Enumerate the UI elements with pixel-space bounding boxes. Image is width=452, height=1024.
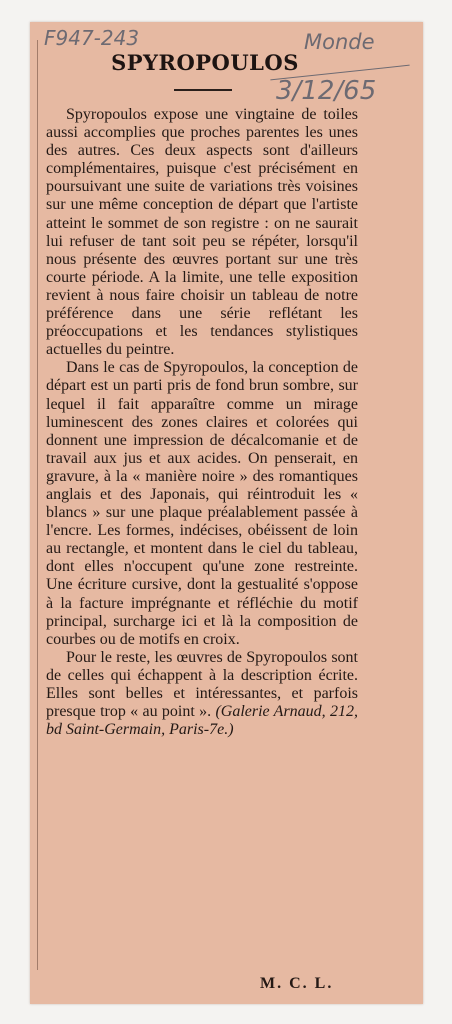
gallery-credit: (Galerie Arnaud, 212, bd Saint-Germain, Paris-7e.): [46, 703, 359, 739]
title-divider: [174, 89, 232, 91]
paragraph-3: [46, 649, 358, 739]
paragraph-2: Dans le cas de Spyropoulos, la conception de départ est un parti pris de fond brun sombre, sur lequel il fait apparaître comme un mirage luminescent des zones claires et colorées qui donnent une impression de décalcomanie et de travail aux jus et aux acides. On penserait, en gravure, à la « manière noire » des romantiques anglais et des Japonais, qui réintroduit les « blancs » sur une plaque préalablement passée à l'encre. Les formes, indécises, obéissent de loin au rectangle, et montent dans le ciel du tableau, dont elles n'occupent qu'une zone restreinte. Une écriture cursive, dont la gestualité s'oppose à la facture imprégnante et réfléchie du motif principal, surcharge ici et là la composition de courbes ou de motifs en croix.: [46, 359, 358, 648]
handwritten-date: 3/12/65: [276, 76, 377, 106]
article-body: [46, 106, 358, 739]
paragraph-1: Spyropoulos expose une vingtaine de toiles aussi accomplies que proches parentes les unes des autres. Ces deux aspects sont d'ailleurs complémentaires, puisque c'est précisément en poursuivant une suite de variations très voisines sur une même conception de départ que l'artiste atteint le sommet de son registre : on ne saurait lui refuser de tant soit peu se répéter, lorsqu'il nous présente des œuvres portant sur une très courte période. A la limite, une telle exposition revient à nous faire choisir un tableau de notre préférence dans une série reflétant les préoccupations et les tendances stylistiques actuelles du peintre.: [46, 106, 358, 359]
author-signature: M. C. L.: [260, 975, 334, 992]
handwritten-newspaper-name: Monde: [304, 30, 375, 54]
paragraph-3-text: Pour le reste, les œuvres de Spyropoulos sont de celles qui échappent à la description écrite. Elles sont belles et intéressantes, et parfois presque trop « au point ».: [46, 648, 358, 721]
column-rule: [37, 40, 38, 970]
handwritten-reference: F947-243: [44, 26, 140, 50]
article-title: SPYROPOULOS: [111, 50, 299, 75]
